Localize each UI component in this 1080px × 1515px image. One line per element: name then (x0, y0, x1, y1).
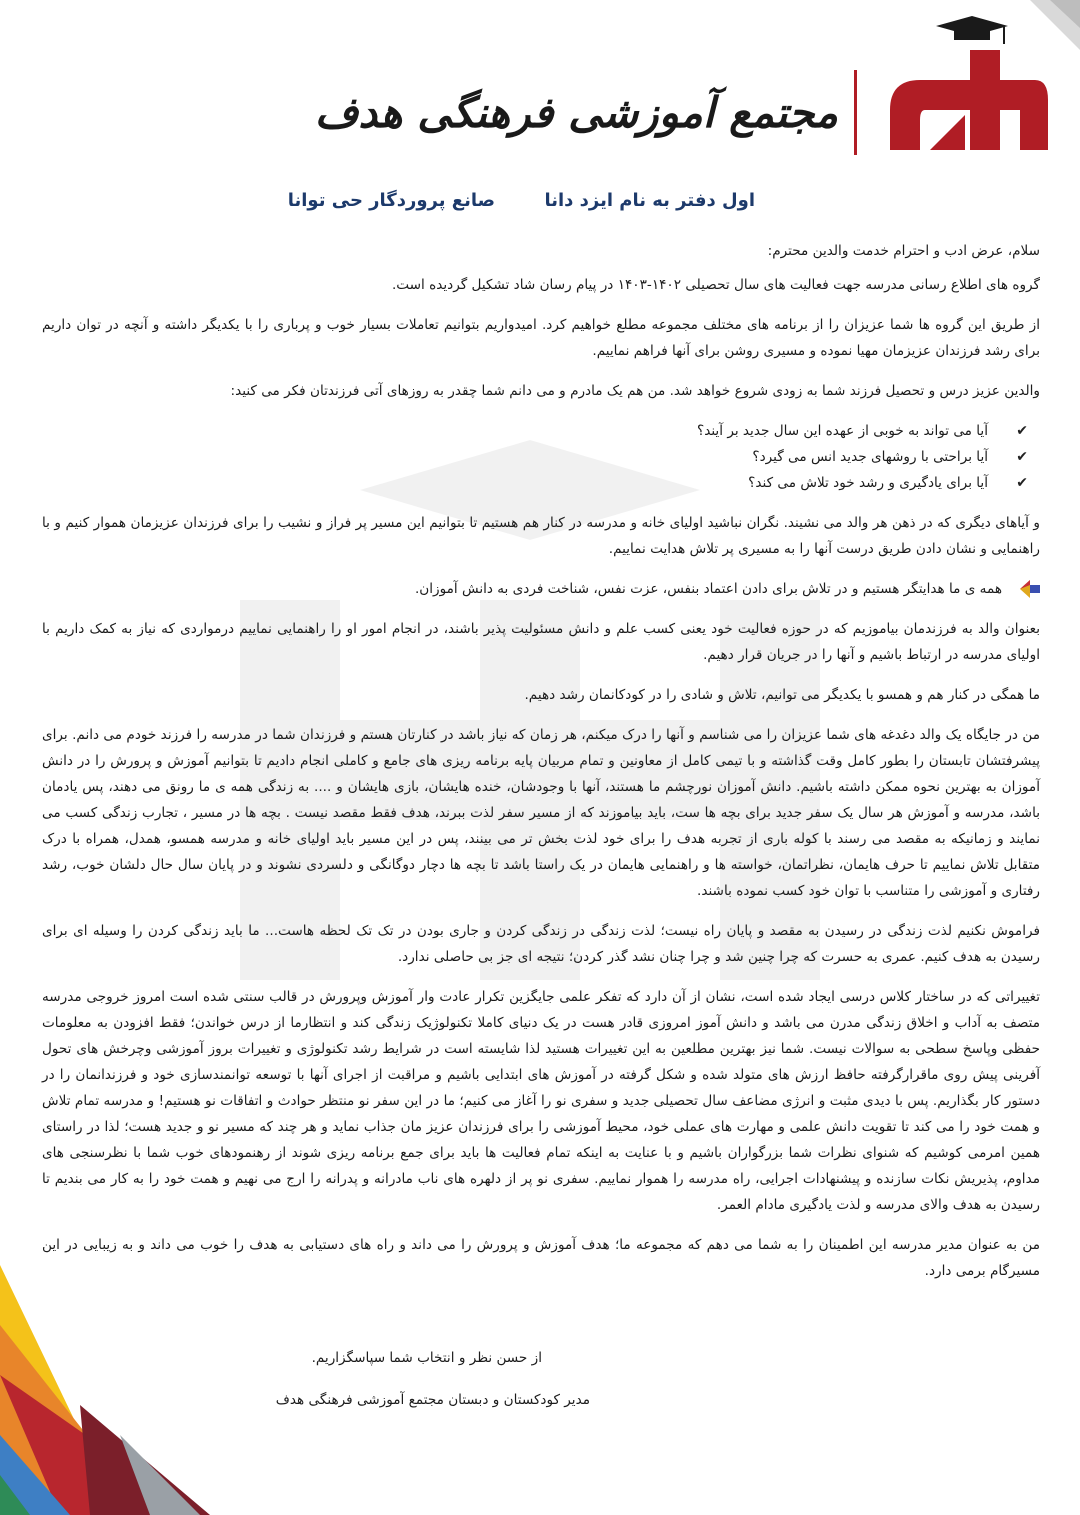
question-checklist (42, 418, 1040, 496)
checkmark-icon: ✔ (1016, 423, 1028, 439)
bullet-text: همه ی ما هدایتگر هستیم و در تلاش برای دادن اعتماد بنفس، عزت نفس، شناخت فردی به دانش آموزان. (414, 581, 1002, 597)
paragraph-6: ما همگی در کنار هم و همسو با یکدیگر می توانیم، تلاش و شادی را در کودکانمان رشد دهیم. (524, 687, 1040, 703)
checkmark-icon: ✔ (1016, 475, 1028, 491)
school-logo (314, 10, 1050, 170)
graduation-cap-logo-icon (870, 10, 1050, 170)
logo-divider (854, 70, 857, 155)
list-item-text: آیا می تواند به خوبی از عهده این سال جدید بر آیند؟ (696, 423, 988, 439)
highlight-bullet (42, 576, 1040, 602)
paragraph-7: من در جایگاه یک والد دغدغه های شما عزیزان را می شناسم و آنها را درک میکنم، هر زمان که نیاز باشد در کنارتان هستم و فرزندان شما در مدرسه را فرزند خودم می دانم. برای پیشرفتشان تابستان را بطور کامل وقت گذاشته و با تیمی کامل از معاونین و تمام مربیان پایه برنامه ریزی های جامع و کاملی انجام دادیم تا بتوانیم آموزش و پرورش را در دانش آموزان به بهترین نحوه ممکن داشته باشیم. دانش آموزان نورچشم ما هستند، آنها با وجودشان، خنده هایشان، بازی هایشان و .... به زندگی همه ی ما رونق می دهند، پس یادمان باشد، مدرسه و آموزش هر سال یک سفر جدید برای بچه ها ست، باید بیاموزند که از مسیر سفر لذت ببرند، هدف فقط مقصد نیست . بچه ها در مسیر ، تجارب زندگی کسب می نمایند و زمانیکه به مقصد می رسند با کوله باری از تجربه هدف را برای خود لذت بخش تر می بینند، پس در این مسیر باید اولیای خانه و مدرسه همسو، همدل، همراه با درک متقابل تلاش نماییم تا حرف هایمان، نظراتمان، خواسته ها و راهنمایی هایمان در یک راستا باشد تا بچه ها دچار دوگانگی و دلسردی نشوند و در پایان سال حال دلشان خوب، رشد رفتاری و آموزشی را متناسب با توان خود کسب نموده باشند. (42, 727, 1040, 899)
greeting: سلام، عرض ادب و احترام خدمت والدین محترم: (767, 243, 1040, 259)
title-left: صانع پروردگار حی توانا (287, 190, 495, 211)
thanks-line: از حسن نظر و انتخاب شما سپاسگزاریم. (311, 1350, 542, 1366)
paragraph-2: از طریق این گروه ها شما عزیزان را از برنامه های مختلف مجموعه مطلع خواهیم کرد. امیدواریم بتوانیم تعاملات بسیار خوب و پرباری را با یکدیگر داشته و آنچه در توان داریم برای رشد فرزندان عزیزمان مهیا نموده و مسیری روشن برای آنها فراهم نماییم. (42, 317, 1040, 359)
list-item (42, 470, 1040, 496)
signer-line: مدیر کودکستان و دبستان مجتمع آموزشی فرهنگی هدف (275, 1392, 590, 1408)
logo-text: مجتمع آموزشی فرهنگی هدف (314, 88, 838, 137)
checkmark-icon: ✔ (1016, 449, 1028, 465)
list-item (42, 418, 1040, 444)
list-item-text: آیا برای یادگیری و رشد خود تلاش می کند؟ (748, 475, 988, 491)
paragraph-1: گروه های اطلاع رسانی مدرسه جهت فعالیت های سال تحصیلی ۱۴۰۲-۱۴۰۳ در پیام رسان شاد تشکیل گردیده است. (391, 277, 1040, 293)
corner-decoration-bottom-left (0, 1265, 210, 1515)
list-item-text: آیا براحتی با روشهای جدید انس می گیرد؟ (752, 449, 988, 465)
arrow-bullet-icon (1020, 580, 1040, 598)
paragraph-8: فراموش نکنیم لذت زندگی در رسیدن به مقصد و پایان راه نیست؛ لذت زندگی در زندگی کردن و جاری بودن در تک تک لحظه هاست... ما باید زندگی کردن را وسیله ای برای رسیدن به هدف کنیم. عمری به حسرت که چرا چنین شد و چرا چنان نشد گذر کردن؛ نتیجه ای جز بی حاصلی ندارد. (42, 923, 1040, 965)
title-right: اول دفتر به نام ایزد دانا (544, 190, 755, 211)
paragraph-3: والدین عزیز درس و تحصیل فرزند شما به زودی شروع خواهد شد. من هم یک مادرم و می دانم شما چقدر به روزهای آتی فرزندتان فکر می کنید: (230, 383, 1040, 399)
paragraph-5: بعنوان والد به فرزندمان بیاموزیم که در حوزه فعالیت خود یعنی کسب علم و دانش مسئولیت پذیر باشند، در انجام امور او را راهنمایی نماییم درمواردی که نیاز به کمک داریم با اولیای مدرسه در ارتباط باشیم و آنها را در جریان قرار دهیم. (42, 621, 1040, 663)
paragraph-10: من به عنوان مدیر مدرسه این اطمینان را به شما می دهم که مجموعه ما؛ هدف آموزش و پرورش را می داند و راه های دستیابی به هدف را خوب می داند و به زیبایی در این مسیرگام برمی دارد. (42, 1237, 1040, 1279)
paragraph-4: و آیاهای دیگری که در ذهن هر والد می نشیند. نگران نباشید اولیای خانه و مدرسه در کنار هم هستیم تا بتوانیم این مسیر پر فراز و نشیب را برای فرزندان عزیزمان هموار کنیم و با راهنمایی و نشان دادن طریق درست آنها را به مسیری پر تلاش هدایت نماییم. (42, 515, 1040, 557)
letter-body (42, 238, 1040, 1298)
paragraph-9: تغییراتی که در ساختار کلاس درسی ایجاد شده است، نشان از آن دارد که تفکر علمی جایگزین تکرار عادت وار آموزش وپرورش در قالب سنتی شده است امروز خروجی مدرسه متصف به آداب و اخلاق زندگی مدرن می باشد و دانش آموز امروزی قادر هست در یک دنیای کاملا تکنولوژیک زندگی کند و انتظارما از درس خواندن؛ فقط افزودن به معلومات حفظی وپاسخ سطحی به سوالات نیست. شما نیز بهترین مطلعین به این تغییرات هستید لذا شایسته است در شرایط رشد تکنولوژی و تغییرات بروز آموزشی وچرخش های تحول آفرینی پیش روی ماقرارگرفته حافظ ارزش های متولد شده و شکل گرفته در آموزش های ابتدایی باشیم و مراقبت از اجرای آنها با توسعه توانمندسازی خود و فرزندانمان را در دستور کار بگذاریم. پس با دیدی مثبت و انرژی مضاعف سال تحصیلی جدید و سفری نو را آغاز می کنیم؛ ما در این سفر نو منتظر حوادث و اتفاقات نو هستیم! و مدرسه تمام تلاش و همت خود را می کند تا تقویت دانش علمی و مهارت های عملی خود، محیط آموزشی را برای فرزندان عزیز مان جذاب نماید و هر چند که مسیر نو و جدید هست؛ لذا در راستای همین امرمی کوشیم که شنوای نظرات شما بزرگواران باشیم و با عنایت به اینکه تمام فعالیت ها باید برای جمع برنامه ریزی شوند از رهنمودهای خوب شما با نظرسنجی های مداوم، پذیریش نکات سازنده و پیشنهادات اجرایی، راه مدرسه را هموار نماییم. سفری نو پر از دلهره های ناب مادرانه و پدرانه را ارج می نهیم و همت خود را به کار می بندیم تا رسیدن به هدف والای مدرسه و لذت یادگیری مادام العمر. (42, 989, 1040, 1213)
list-item (42, 444, 1040, 470)
letter-titles (0, 190, 1080, 226)
